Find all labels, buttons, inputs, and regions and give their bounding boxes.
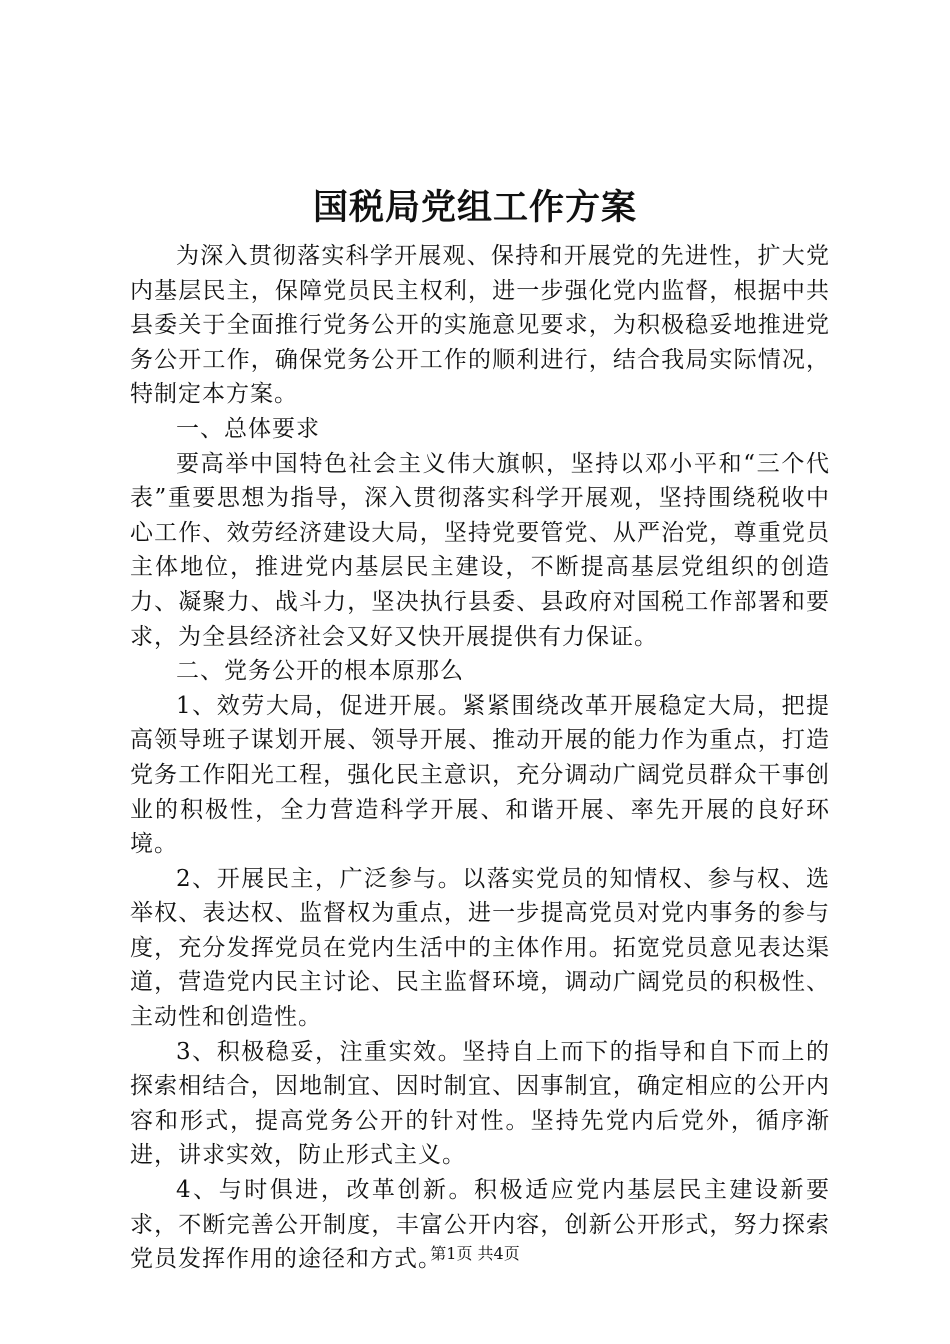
principle-item-3: 3、积极稳妥，注重实效。坚持自上而下的指导和自下而上的探索相结合，因地制宜、因时制宜、因事制宜，确定相应的公开内容和形式，提高党务公开的针对性。坚持先党内后党外，循序渐进，讲求实效，防止形式主义。	[130, 1038, 830, 1169]
document-title: 国税局党组工作方案	[312, 187, 637, 228]
principle-item-4: 4、与时俱进，改革创新。积极适应党内基层民主建设新要求，不断完善公开制度，丰富公开内容，创新公开形式，努力探索党员发挥作用的途径和方式。	[130, 1177, 830, 1273]
general-requirements-paragraph: 要高举中国特色社会主义伟大旗帜，坚持以邓小平和“三个代表”重要思想为指导，深入贯彻落实科学开展观，坚持围绕税收中心工作、效劳经济建设大局，坚持党要管党、从严治党，尊重党员主体地位，推进党内基层民主建设，不断提高基层党组织的创造力、凝聚力、战斗力，坚决执行县委、县政府对国税工作部署和要求，为全县经济社会又好又快开展提供有力保证。	[130, 450, 830, 650]
section-heading-general-requirements: 一、总体要求	[176, 415, 320, 442]
section-heading-basic-principles: 二、党务公开的根本原那么	[176, 658, 464, 685]
intro-paragraph: 为深入贯彻落实科学开展观、保持和开展党的先进性，扩大党内基层民主，保障党员民主权利，进一步强化党内监督，根据中共县委关于全面推行党务公开的实施意见要求，为积极稳妥地推进党务公开工作，确保党务公开工作的顺利进行，结合我局实际情况，特制定本方案。	[130, 243, 830, 408]
principle-item-2: 2、开展民主，广泛参与。以落实党员的知情权、参与权、选举权、表达权、监督权为重点，进一步提高党员对党内事务的参与度，充分发挥党员在党内生活中的主体作用。拓宽党员意见表达渠道，营造党内民主讨论、民主监督环境，调动广阔党员的积极性、主动性和创造性。	[130, 865, 830, 1031]
page-number-footer: 第1页 共4页	[430, 1244, 520, 1263]
principle-item-1: 1、效劳大局，促进开展。紧紧围绕改革开展稳定大局，把提高领导班子谋划开展、领导开展、推动开展的能力作为重点，打造党务工作阳光工程，强化民主意识，充分调动广阔党员群众干事创业的积极性，全力营造科学开展、和谐开展、率先开展的良好环境。	[130, 692, 830, 858]
document-body	[130, 239, 830, 1277]
